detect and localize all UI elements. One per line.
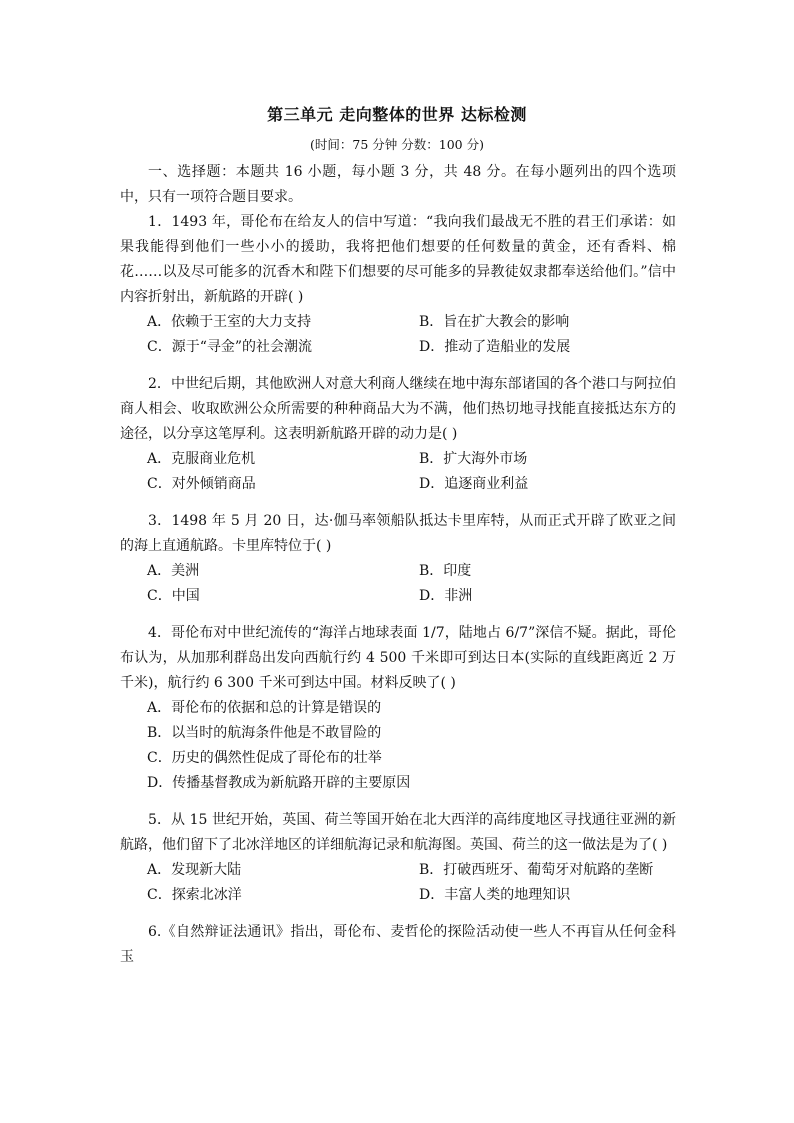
option-c: C．探索北冰洋: [147, 887, 242, 903]
option-a: A．哥伦布的依据和总的计算是错误的: [147, 700, 382, 716]
option-c: C．中国: [147, 588, 200, 604]
option-c: C．对外倾销商品: [147, 476, 256, 492]
question-5: [120, 808, 676, 908]
option-d: D．非洲: [419, 588, 473, 604]
question-stem: 1．1493 年，哥伦布在给友人的信中写道：“我向我们最战无不胜的君王们承诺：如果我能得到他们一些小小的援助，我将把他们想要的任何数量的黄金，还有香料、棉花……以及尽可能多的沉香木和陛下们想要的尽可能多的异教徒奴隶都奉送给他们。”信中内容折射出，新航路的开辟( ): [120, 214, 676, 305]
option-a: A．美洲: [147, 563, 200, 579]
page-title: 第三单元 走向整体的世界 达标检测: [267, 105, 527, 124]
options: [120, 559, 676, 609]
option-b: B．扩大海外市场: [419, 451, 528, 467]
question-6: [120, 920, 676, 970]
option-d: D．追逐商业利益: [419, 476, 529, 492]
option-b: B．以当时的航海条件他是不敢冒险的: [147, 725, 382, 741]
option-b: B．旨在扩大教会的影响: [419, 314, 570, 330]
option-d: D．推动了造船业的发展: [419, 339, 571, 355]
question-1: [120, 210, 676, 360]
option-a: A．克服商业危机: [147, 451, 256, 467]
options: [120, 696, 676, 796]
exam-meta: (时间：75 分钟 分数：100 分): [310, 137, 484, 152]
option-b: B．打破西班牙、葡萄牙对航路的垄断: [419, 862, 654, 878]
question-4: [120, 621, 676, 796]
section-instructions: 一、选择题：本题共 16 小题，每小题 3 分，共 48 分。在每小题列出的四个选项中，只有一项符合题目要求。: [120, 164, 676, 205]
question-stem: 2．中世纪后期，其他欧洲人对意大利商人继续在地中海东部诸国的各个港口与阿拉伯商人相会、收取欧洲公众所需要的种种商品大为不满，他们热切地寻找能直接抵达东方的途径，以分享这笔厚利。这表明新航路开辟的动力是( ): [120, 376, 676, 442]
question-2: [120, 372, 676, 497]
question-stem: 6.《自然辩证法通讯》指出，哥伦布、麦哲伦的探险活动使一些人不再盲从任何金科玉: [120, 924, 676, 965]
question-stem: 5．从 15 世纪开始，英国、荷兰等国开始在北大西洋的高纬度地区寻找通往亚洲的新航路，他们留下了北冰洋地区的详细航海记录和航海图。英国、荷兰的这一做法是为了( ): [120, 812, 676, 853]
question-stem: 4．哥伦布对中世纪流传的“海洋占地球表面 1/7，陆地占 6/7”深信不疑。据此，哥伦布认为，从加那利群岛出发向西航行约 4 500 千米即可到达日本(实际的直线距离近 2 万千米)，航行约 6 300 千米可到达中国。材料反映了( ): [120, 625, 676, 691]
content: [120, 160, 676, 982]
question-stem: 3．1498 年 5 月 20 日，达·伽马率领船队抵达卡里库特，从而正式开辟了欧亚之间的海上直通航路。卡里库特位于( ): [120, 513, 676, 554]
option-b: B．印度: [419, 563, 472, 579]
option-c: C．历史的偶然性促成了哥伦布的壮举: [147, 750, 382, 766]
option-a: A．依赖于王室的大力支持: [147, 314, 312, 330]
options: [120, 447, 676, 497]
option-d: D．丰富人类的地理知识: [419, 887, 571, 903]
option-c: C．源于“寻金”的社会潮流: [147, 339, 313, 355]
option-a: A．发现新大陆: [147, 862, 242, 878]
options: [120, 310, 676, 360]
section-intro: [120, 160, 676, 210]
options: [120, 858, 676, 908]
question-3: [120, 509, 676, 609]
option-d: D．传播基督教成为新航路开辟的主要原因: [147, 775, 411, 791]
